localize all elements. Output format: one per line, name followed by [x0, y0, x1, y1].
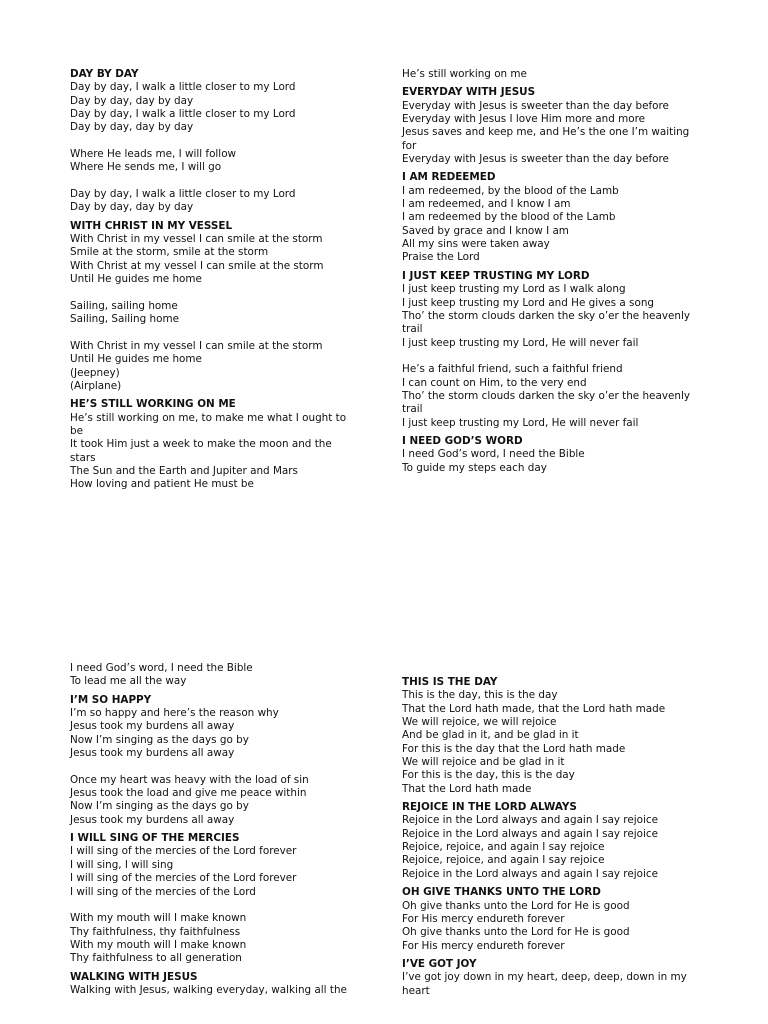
lyric-line: heart: [402, 984, 430, 997]
lyric-line: Everyday with Jesus is sweeter than the day before: [402, 99, 669, 112]
lyric-line: (Airplane): [70, 379, 122, 392]
song-block: [70, 662, 370, 689]
lyric-line: I am redeemed by the blood of the Lamb: [402, 211, 616, 224]
song-block: [70, 398, 370, 491]
lyric-line: The Sun and the Earth and Jupiter and Mars: [70, 464, 298, 477]
lyric-line: I will sing of the mercies of the Lord: [70, 885, 256, 898]
song-title: WALKING WITH JESUS: [70, 970, 198, 983]
song-title: REJOICE IN THE LORD ALWAYS: [402, 801, 577, 814]
stanza-break: [402, 350, 702, 363]
song-block: [402, 171, 702, 264]
lyric-line: I can count on Him, to the very end: [402, 376, 587, 389]
song-block: [402, 270, 702, 430]
lyric-line: Jesus took the load and give me peace within: [70, 787, 307, 800]
lyric-line: All my sins were taken away: [402, 238, 550, 251]
lyric-line: Rejoice in the Lord always and again I say rejoice: [402, 827, 658, 840]
song-title: I’M SO HAPPY: [70, 693, 152, 706]
song-title: THIS IS THE DAY: [402, 676, 498, 688]
lyric-line: I need God’s word, I need the Bible: [402, 448, 585, 461]
lyric-line: Day by day, day by day: [70, 121, 194, 134]
lyric-line: With my mouth will I make known: [70, 912, 247, 925]
lyric-line: I just keep trusting my Lord as I walk along: [402, 283, 626, 296]
song-block: [402, 435, 702, 475]
lyric-line: For His mercy endureth forever: [402, 912, 565, 925]
lyric-line: I’m so happy and here’s the reason why: [70, 707, 279, 720]
lyric-line: Until He guides me home: [70, 353, 202, 366]
lyric-line: Where He leads me, I will follow: [70, 148, 237, 161]
lyric-line: For His mercy endureth forever: [402, 939, 565, 952]
lyric-line: Now I’m singing as the days go by: [70, 733, 249, 746]
stanza-break: [70, 175, 370, 188]
stanza-break: [70, 135, 370, 148]
song-block: [402, 676, 702, 796]
lyric-line: For this is the day that the Lord hath made: [402, 742, 626, 755]
stanza-break: [70, 327, 370, 340]
page1-right-column: [402, 68, 702, 475]
song-block: [70, 220, 370, 393]
lyric-line: To lead me all the way: [70, 675, 187, 688]
lyric-line: Everyday with Jesus I love Him more and more: [402, 113, 646, 126]
song-block: [402, 86, 702, 166]
lyric-line: He’s still working on me, to make me what I ought to: [70, 411, 347, 424]
lyric-line: Everyday with Jesus is sweeter than the day before: [402, 153, 669, 166]
lyric-line: Rejoice in the Lord always and again I say rejoice: [402, 867, 658, 880]
page2-left-column: [70, 662, 370, 997]
song-block: [402, 68, 702, 81]
lyric-line: Now I’m singing as the days go by: [70, 800, 249, 813]
lyric-line: stars: [70, 451, 96, 464]
lyric-line: Oh give thanks unto the Lord for He is good: [402, 926, 630, 939]
song-block: [402, 801, 702, 881]
lyric-line: To guide my steps each day: [402, 461, 547, 474]
lyric-line: Sailing, Sailing home: [70, 313, 179, 326]
stanza-break: [70, 760, 370, 773]
lyric-line: I will sing of the mercies of the Lord forever: [70, 872, 297, 885]
song-title: HE’S STILL WORKING ON ME: [70, 398, 236, 411]
song-title: OH GIVE THANKS UNTO THE LORD: [402, 886, 601, 899]
stanza-break: [70, 287, 370, 300]
lyric-line: trail: [402, 403, 423, 416]
lyric-line: He’s still working on me: [402, 68, 527, 80]
song-block: [70, 68, 370, 215]
lyric-line: Thy faithfulness, thy faithfulness: [70, 925, 241, 938]
lyric-line: I just keep trusting my Lord, He will never fail: [402, 336, 639, 349]
lyric-line: Tho’ the storm clouds darken the sky o’er the heavenly: [402, 389, 690, 402]
lyric-line: I am redeemed, and I know I am: [402, 198, 571, 211]
lyric-line: That the Lord hath made, that the Lord hath made: [402, 702, 666, 715]
lyric-line: With Christ in my vessel I can smile at the storm: [70, 339, 323, 352]
lyric-line: This is the day, this is the day: [402, 689, 558, 702]
lyric-line: Day by day, day by day: [70, 201, 194, 214]
song-block: [70, 694, 370, 827]
song-block: [402, 886, 702, 953]
lyric-line: Rejoice in the Lord always and again I say rejoice: [402, 814, 658, 827]
song-title: WITH CHRIST IN MY VESSEL: [70, 219, 233, 232]
lyric-line: (Jeepney): [70, 366, 120, 379]
lyric-line: Day by day, I walk a little closer to my Lord: [70, 81, 296, 94]
lyric-line: Day by day, I walk a little closer to my Lord: [70, 188, 296, 201]
lyric-line: Walking with Jesus, walking everyday, walking all the: [70, 983, 347, 996]
lyric-line: Sailing, sailing home: [70, 299, 178, 312]
lyric-line: I need God’s word, I need the Bible: [70, 662, 253, 674]
lyric-line: Jesus saves and keep me, and He’s the one I’m waiting: [402, 126, 690, 139]
lyric-line: I just keep trusting my Lord and He gives a song: [402, 296, 654, 309]
song-title: DAY BY DAY: [70, 68, 139, 80]
lyric-line: trail: [402, 323, 423, 336]
lyric-line: We will rejoice, we will rejoice: [402, 716, 557, 729]
lyric-line: For this is the day, this is the day: [402, 769, 575, 782]
lyric-line: And be glad in it, and be glad in it: [402, 729, 579, 742]
lyric-line: I will sing, I will sing: [70, 858, 174, 871]
lyric-line: That the Lord hath made: [402, 782, 532, 795]
lyric-line: With Christ at my vessel I can smile at the storm: [70, 259, 324, 272]
lyric-line: We will rejoice and be glad in it: [402, 756, 565, 769]
lyric-line: Once my heart was heavy with the load of sin: [70, 773, 309, 786]
lyric-line: How loving and patient He must be: [70, 478, 254, 491]
lyric-line: Where He sends me, I will go: [70, 161, 222, 174]
lyric-line: Oh give thanks unto the Lord for He is good: [402, 899, 630, 912]
lyric-line: I just keep trusting my Lord, He will never fail: [402, 416, 639, 429]
lyric-line: Smile at the storm, smile at the storm: [70, 246, 269, 259]
lyric-line: I am redeemed, by the blood of the Lamb: [402, 184, 619, 197]
song-block: [402, 958, 702, 998]
lyric-line: Jesus took my burdens all away: [70, 747, 235, 760]
song-title: I NEED GOD’S WORD: [402, 434, 523, 447]
page1-left-column: [70, 68, 370, 492]
lyric-line: Praise the Lord: [402, 251, 480, 264]
lyric-line: With my mouth will I make known: [70, 938, 247, 951]
lyric-line: Jesus took my burdens all away: [70, 720, 235, 733]
lyric-line: Thy faithfulness to all generation: [70, 952, 242, 965]
lyric-line: Day by day, day by day: [70, 94, 194, 107]
song-title: I AM REDEEMED: [402, 171, 496, 184]
lyric-line: Saved by grace and I know I am: [402, 224, 569, 237]
page2-right-column: [402, 676, 702, 998]
lyric-line: Tho’ the storm clouds darken the sky o’er the heavenly: [402, 309, 690, 322]
song-title: I JUST KEEP TRUSTING MY LORD: [402, 269, 590, 282]
song-block: [70, 832, 370, 965]
lyric-line: With Christ in my vessel I can smile at the storm: [70, 233, 323, 246]
lyric-line: for: [402, 139, 417, 152]
stanza-break: [70, 899, 370, 912]
lyric-line: It took Him just a week to make the moon and the: [70, 438, 332, 451]
lyric-line: I will sing of the mercies of the Lord forever: [70, 845, 297, 858]
song-title: I’VE GOT JOY: [402, 957, 477, 970]
song-title: I WILL SING OF THE MERCIES: [70, 832, 240, 845]
lyric-line: be: [70, 424, 83, 437]
song-block: [70, 971, 370, 998]
lyric-line: Day by day, I walk a little closer to my Lord: [70, 108, 296, 121]
lyric-line: I’ve got joy down in my heart, deep, deep, down in my: [402, 971, 687, 984]
lyric-line: Jesus took my burdens all away: [70, 813, 235, 826]
song-title: EVERYDAY WITH JESUS: [402, 86, 536, 99]
lyric-line: Until He guides me home: [70, 273, 202, 286]
lyric-line: Rejoice, rejoice, and again I say rejoice: [402, 854, 605, 867]
lyric-line: Rejoice, rejoice, and again I say rejoice: [402, 841, 605, 854]
lyric-line: He’s a faithful friend, such a faithful friend: [402, 363, 623, 376]
